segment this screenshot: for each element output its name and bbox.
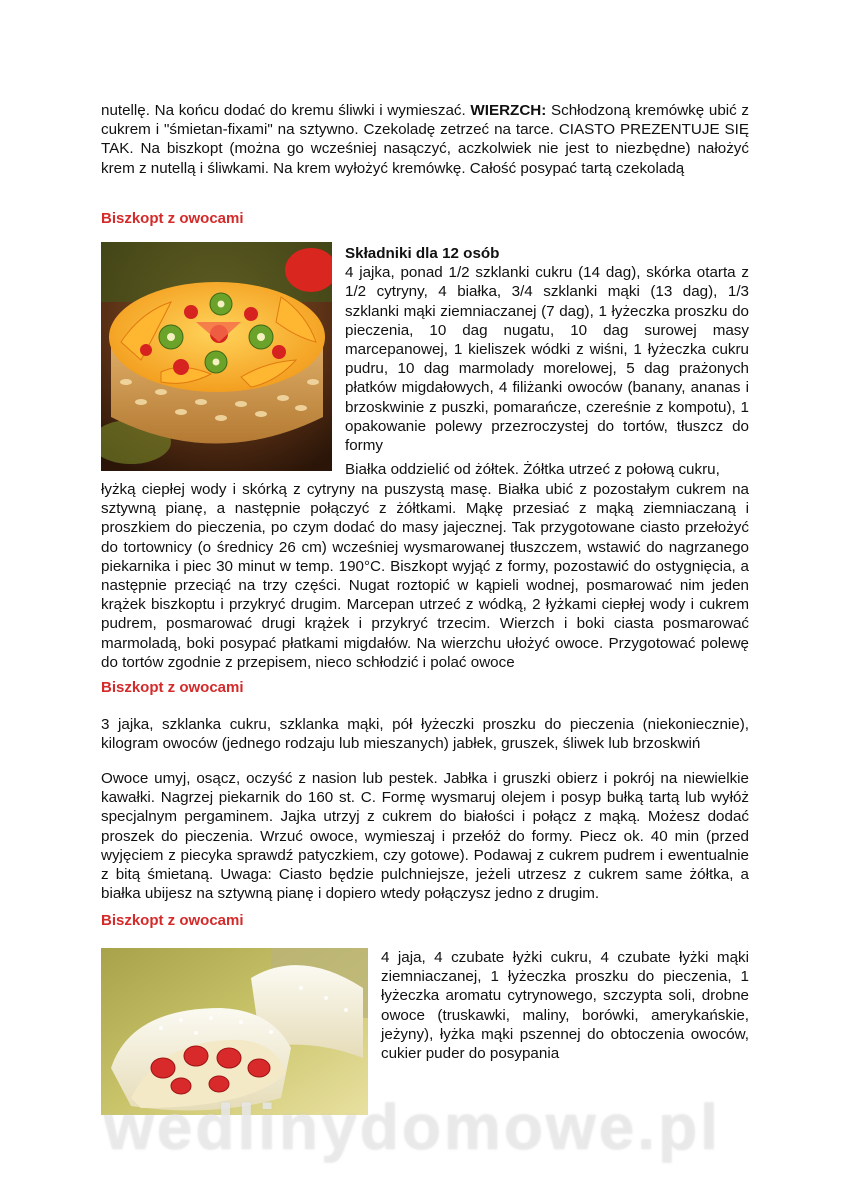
watermark-text: wedlinydomowe.pl	[104, 1091, 721, 1163]
recipe1-cake-image	[101, 242, 332, 471]
recipe1-ingredients-heading: Składniki dla 12 osób	[345, 245, 500, 262]
intro-text-1: nutellę. Na końcu dodać do kremu śliwki i wymieszać.	[101, 102, 471, 119]
recipe1-ingredients-block	[345, 244, 749, 455]
recipe2-title: Biszkopt z owocami	[101, 679, 244, 696]
recipe1-ingredients: 4 jajka, ponad 1/2 szklanki cukru (14 dag), skórka otarta z 1/2 cytryny, 4 białka, 3/4 szklanki mąki (13 dag), 1/3 szklanki mąki ziemniaczanej (7 dag), 1 łyżeczka proszku do pieczenia, 10 dag nugatu, 10 dag surowej masy marcepanowej, 1 kieliszek wódki z wiśni, 1 łyżeczka cukru pudru, 10 dag marmolady morelowej, 5 dag prażonych płatków migdałowych, 4 filiżanki owoców (banany, ananas i brzoskwinie z puszki, pomarańcze, czereśnie z kompotu), 1 opakowanie polewy przezroczystej do tortów, tłuszcz do formy	[345, 264, 749, 455]
intro-paragraph	[101, 101, 749, 178]
intro-bold-label: WIERZCH:	[470, 102, 547, 119]
recipe2-method: Owoce umyj, osącz, oczyść z nasion lub pestek. Jabłka i gruszki obierz i pokrój na niewielkie kawałki. Nagrzej piekarnik do 160 st. C. Formę wysmaruj olejem i posyp bułką tartą lub wyłóż specjalnym pergaminem. Jajka utrzyj z cukrem do białości i połącz z mąką. Możesz dodać proszek do pieczenia. Wrzuć owoce, wymieszaj i przełóż do formy. Piecz ok. 40 min (przed wyjęciem z piecyka sprawdź patyczkiem, czy gotowe). Podawaj z cukrem pudrem i ewentualnie z bitą śmietaną. Uwaga: Ciasto będzie pulchniejsze, jeżeli utrzesz z cukrem same żółtka, a białka ubijesz na sztywną pianę i dopiero wtedy połączysz jedno z drugim.	[101, 770, 749, 903]
recipe3-ingredients: 4 jaja, 4 czubate łyżki cukru, 4 czubate łyżki mąki ziemniaczanej, 1 łyżeczka proszku do pieczenia, 1 łyżeczka aromatu cytrynowego, szczypta soli, drobne owoce (truskawki, maliny, borówki, amerykańskie, jeżyny), łyżka mąki pszennej do obtoczenia owoców, cukier puder do posypania	[381, 949, 749, 1063]
recipe1-title: Biszkopt z owocami	[101, 210, 244, 227]
recipe1-method: łyżką ciepłej wody i skórką z cytryny na puszystą masę. Białka ubić z pozostałym cukrem na sztywną pianę, a następnie połączyć z żółtkami. Mąkę przesiać z mąką ziemniaczaną i proszkiem do pieczenia, po czym dodać do masy jajecznej. Tak przygotowane ciasto przełożyć do tortownicy (o średnicy 26 cm) wcześniej wysmarowanej tłuszczem, wstawić do nagrzanego piekarnika i piec 30 minut w temp. 190°C. Biszkopt wyjąć z formy, pozostawić do ostygnięcia, a następnie przeciąć na trzy części. Nugat roztopić w kąpieli wodnej, posmarować nim jeden krążek biszkoptu i przykryć drugim. Marcepan utrzeć z wódką, 2 łyżkami ciepłej wody i cukrem pudrem, posmarować drugi krążek i przykryć trzecim. Wierzch i boki ciasta posmarować marmoladą, boki posypać płatkami migdałów. Na wierzchu ułożyć owoce. Przygotować polewę do tortów zgodnie z przepisem, nieco schłodzić i polać owoce	[101, 481, 749, 671]
recipe1-method-start: Białka oddzielić od żółtek. Żółtka utrzeć z połową cukru,	[345, 461, 720, 478]
intro-text-2: Schłodzoną kremówkę ubić z cukrem i "śmietan-fixami" na sztywno. Czekoladę zetrzeć na tarce. CIASTO PREZENTUJE SIĘ TAK. Na biszkopt (można go wcześniej nasączyć, aczkolwiek nie jest to niezbędne) nałożyć krem z nutellą i śliwkami. Na krem wyłożyć kremówkę. Całość posypać tartą czekoladą	[101, 102, 749, 177]
recipe3-title: Biszkopt z owocami	[101, 912, 244, 929]
fruit-cake-illustration	[101, 242, 332, 471]
recipe2-ingredients: 3 jajka, szklanka cukru, szklanka mąki, pół łyżeczki proszku do pieczenia (niekoniecznie), kilogram owoców (jednego rodzaju lub mieszanych) jabłek, gruszek, śliwek lub brzoskwiń	[101, 716, 749, 753]
